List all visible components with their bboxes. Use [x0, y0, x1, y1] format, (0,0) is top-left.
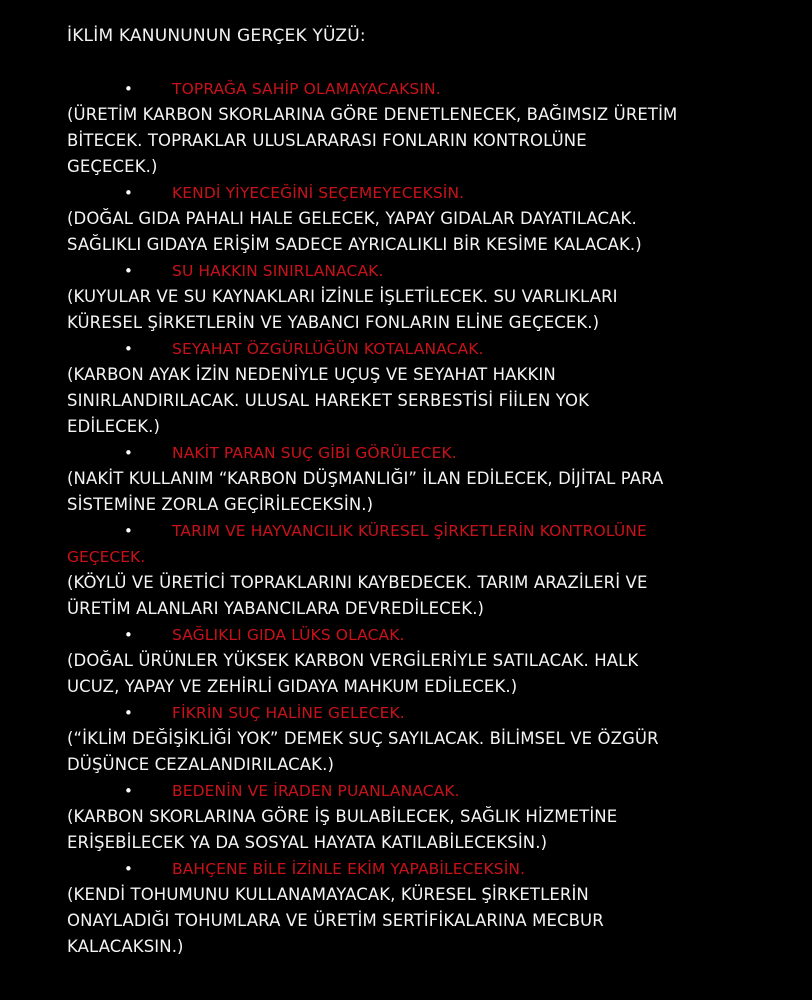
item-body [67, 882, 797, 960]
bullet-icon: • [124, 184, 133, 202]
item-heading: TARIM VE HAYVANCILIK KÜRESEL ŞİRKETLERİN KONTROLÜNE [172, 522, 647, 540]
bullet-icon: • [124, 782, 133, 800]
item-body-line: ONAYLADIĞI TOHUMLARA VE ÜRETİM SERTİFİKALARINA MECBUR [67, 911, 604, 930]
item-body [67, 102, 797, 180]
item-body-line: KÜRESEL ŞİRKETLERİN VE YABANCI FONLARIN ELİNE GEÇECEK.) [67, 313, 600, 332]
item-body-line: KALACAKSIN.) [67, 937, 184, 956]
list-item [67, 258, 797, 336]
item-heading: FİKRİN SUÇ HALİNE GELECEK. [172, 704, 405, 722]
item-body-line: SINIRLANDIRILACAK. ULUSAL HAREKET SERBESTİSİ FİİLEN YOK [67, 391, 590, 410]
item-heading-row [67, 336, 797, 362]
item-body [67, 804, 797, 856]
bullet-icon: • [124, 522, 133, 540]
bullet-icon: • [124, 860, 133, 878]
item-heading-continued: GEÇECEK. [67, 548, 146, 566]
item-body-line: (KÖYLÜ VE ÜRETİCİ TOPRAKLARINI KAYBEDECEK. TARIM ARAZİLERİ VE [67, 573, 648, 592]
item-body-line: (ÜRETİM KARBON SKORLARINA GÖRE DENETLENECEK, BAĞIMSIZ ÜRETİM [67, 105, 678, 124]
item-heading-row [67, 440, 797, 466]
page-title: İKLİM KANUNUNUN GERÇEK YÜZÜ: [67, 26, 366, 46]
item-body [67, 466, 797, 518]
item-heading: TOPRAĞA SAHİP OLAMAYACAKSIN. [172, 80, 441, 98]
item-heading-row [67, 180, 797, 206]
item-body-line: (KARBON AYAK İZİN NEDENİYLE UÇUŞ VE SEYAHAT HAKKIN [67, 365, 556, 384]
list-item [67, 700, 797, 778]
item-heading: SAĞLIKLI GIDA LÜKS OLACAK. [172, 626, 405, 644]
item-body-line: EDİLECEK.) [67, 417, 161, 436]
item-body [67, 362, 797, 440]
item-heading: NAKİT PARAN SUÇ GİBİ GÖRÜLECEK. [172, 444, 457, 462]
item-body-line: (KARBON SKORLARINA GÖRE İŞ BULABİLECEK, SAĞLIK HİZMETİNE [67, 807, 618, 826]
item-body-line: BİTECEK. TOPRAKLAR ULUSLARARASI FONLARIN KONTROLÜNE [67, 131, 587, 150]
item-body [67, 206, 797, 258]
item-body-line: SAĞLIKLI GIDAYA ERİŞİM SADECE AYRICALIKLI BİR KESİME KALACAK.) [67, 235, 642, 254]
bullet-icon: • [124, 626, 133, 644]
list-item [67, 622, 797, 700]
item-list [67, 76, 797, 960]
item-body-line: (KUYULAR VE SU KAYNAKLARI İZİNLE İŞLETİLECEK. SU VARLIKLARI [67, 287, 618, 306]
item-heading-row [67, 778, 797, 804]
item-body-line: GEÇECEK.) [67, 157, 158, 176]
item-body [67, 284, 797, 336]
item-body-line: DÜŞÜNCE CEZALANDIRILACAK.) [67, 755, 334, 774]
item-heading-row [67, 856, 797, 882]
item-heading: SU HAKKIN SINIRLANACAK. [172, 262, 384, 280]
item-heading-row [67, 258, 797, 284]
list-item [67, 180, 797, 258]
item-body-line: (NAKİT KULLANIM “KARBON DÜŞMANLIĞI” İLAN EDİLECEK, DİJİTAL PARA [67, 469, 664, 488]
list-item [67, 76, 797, 180]
list-item [67, 856, 797, 960]
bullet-icon: • [124, 262, 133, 280]
item-body-line: (DOĞAL ÜRÜNLER YÜKSEK KARBON VERGİLERİYLE SATILACAK. HALK [67, 651, 639, 670]
bullet-icon: • [124, 340, 133, 358]
item-body [67, 726, 797, 778]
item-body-line: SİSTEMİNE ZORLA GEÇİRİLECEKSİN.) [67, 495, 374, 514]
bullet-icon: • [124, 444, 133, 462]
item-body-line: ÜRETİM ALANLARI YABANCILARA DEVREDİLECEK.) [67, 599, 485, 618]
item-heading-row [67, 518, 797, 544]
item-heading: BEDENİN VE İRADEN PUANLANACAK. [172, 782, 460, 800]
bullet-icon: • [124, 80, 133, 98]
item-heading: BAHÇENE BİLE İZİNLE EKİM YAPABİLECEKSİN. [172, 860, 526, 878]
list-item [67, 518, 797, 622]
item-body-line: (KENDİ TOHUMUNU KULLANAMAYACAK, KÜRESEL ŞİRKETLERİN [67, 885, 589, 904]
item-body-line: (DOĞAL GIDA PAHALI HALE GELECEK, YAPAY GIDALAR DAYATILACAK. [67, 209, 637, 228]
item-body-line: (“İKLİM DEĞİŞİKLİĞİ YOK” DEMEK SUÇ SAYILACAK. BİLİMSEL VE ÖZGÜR [67, 729, 659, 748]
item-body-line: ERİŞEBİLECEK YA DA SOSYAL HAYATA KATILABİLECEKSİN.) [67, 833, 548, 852]
item-heading: KENDİ YİYECEĞİNİ SEÇEMEYECEKSİN. [172, 184, 465, 202]
list-item [67, 336, 797, 440]
item-body-line: UCUZ, YAPAY VE ZEHİRLİ GIDAYA MAHKUM EDİLECEK.) [67, 677, 518, 696]
item-body [67, 648, 797, 700]
item-heading-row [67, 76, 797, 102]
list-item [67, 440, 797, 518]
list-item [67, 778, 797, 856]
item-body [67, 570, 797, 622]
item-heading-row [67, 622, 797, 648]
item-heading: SEYAHAT ÖZGÜRLÜĞÜN KOTALANACAK. [172, 340, 484, 358]
bullet-icon: • [124, 704, 133, 722]
item-heading-row [67, 700, 797, 726]
